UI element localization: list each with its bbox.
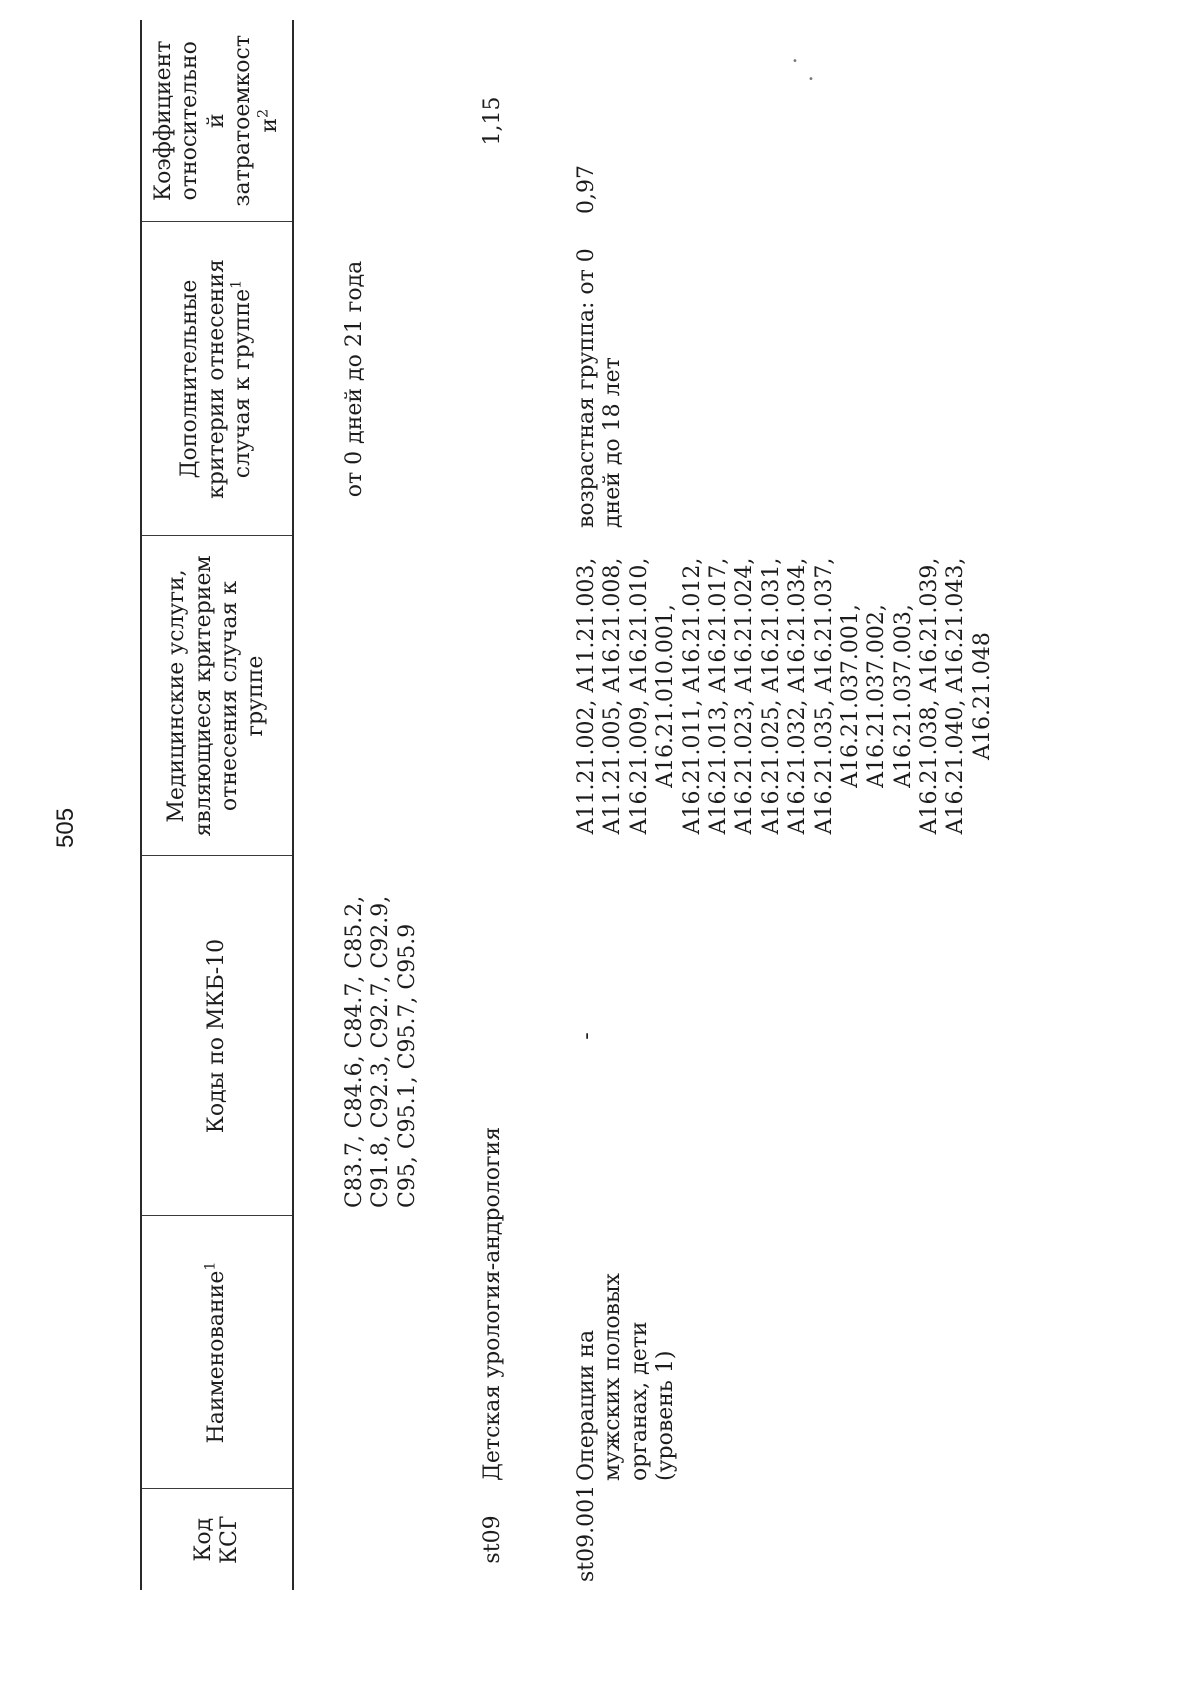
cell-coefficient: 1,15: [480, 96, 505, 146]
cell-coefficient: [293, 20, 432, 222]
cell-criteria: [432, 222, 530, 536]
cell-services: [293, 536, 432, 856]
cell-name: Детская урология-андрология: [480, 1126, 505, 1481]
header-name: Наименование$^1$: [141, 1216, 293, 1489]
header-ksg-code: Код КСГ: [141, 1489, 293, 1590]
cell-services: A11.21.002, A11.21.003, A11.21.005, A16.21.008, A16.21.009, A16.21.010, A16.21.010.001, A16.21.011, A16.21.012, A16.21.013, A16.21.017, A16.21.023, A16.21.024, A16.21.025, A16.21.031, A16.21.032, A16.21.034, A16.21.035, A16.21.037, A16.21.037.001, A16.21.037.002, A16.21.037.003, A16.21.038, A16.21.039, A16.21.040, A16.21.043, A16.21.048: [574, 557, 995, 835]
header-row: [141, 20, 293, 1590]
cell-coefficient: 0,97: [574, 165, 599, 214]
header-services: Медицинские услуги, являющиеся критерием отнесения случая к группе: [141, 536, 293, 856]
header-icd10: Коды по МКБ-10: [141, 856, 293, 1216]
header-criteria: Дополнительные критерии отнесения случая к группе$^1$: [141, 222, 293, 536]
cell-criteria: возрастная группа: от 0 дней до 18 лет: [574, 248, 626, 528]
page-number: 505: [52, 807, 79, 848]
table-row: [293, 20, 432, 1590]
cell-icd10: -: [574, 1032, 599, 1040]
cell-name: Операции на мужских половых органах, дети (уровень 1): [574, 1273, 679, 1481]
table-row: [432, 20, 530, 1590]
header-coefficient: Коэффициент относительно й затратоемкост $и^2$: [141, 20, 293, 222]
scan-speck: •: [808, 74, 814, 85]
ksg-table: [140, 20, 996, 1590]
cell-code: st09.001: [574, 1484, 599, 1582]
cell-icd10: C83.7, C84.6, C84.7, C85.2, C91.8, C92.3, C92.7, C92.9, C95, C95.1, C95.7, C95.9: [342, 895, 420, 1208]
scan-speck: •: [792, 56, 798, 67]
cell-code: [293, 1489, 432, 1590]
rotated-table-container: [140, 20, 1140, 1590]
table-row: [530, 20, 996, 1590]
table-body: [293, 20, 996, 1590]
cell-name: [293, 1216, 432, 1489]
table-header: [141, 20, 293, 1590]
cell-code: st09: [480, 1515, 505, 1564]
cell-criteria: от 0 дней до 21 года: [342, 260, 367, 498]
